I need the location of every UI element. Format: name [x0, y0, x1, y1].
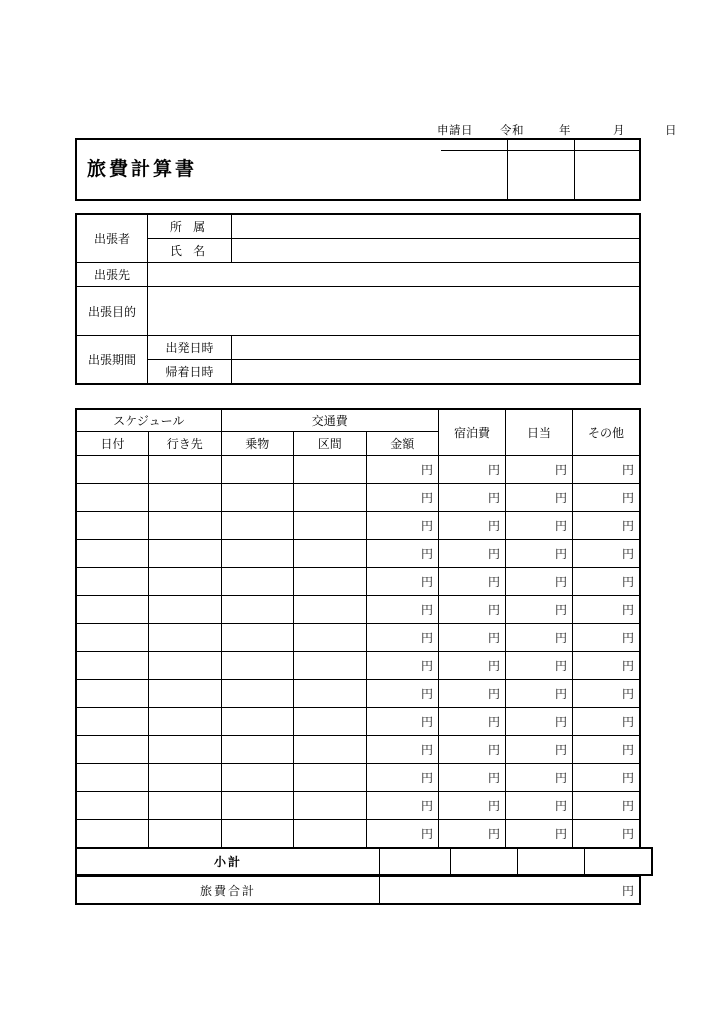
cell-vehicle[interactable]: [221, 512, 294, 540]
cell-date[interactable]: [76, 652, 149, 680]
cell-destination[interactable]: [149, 736, 222, 764]
cell-date[interactable]: [76, 820, 149, 849]
application-date-header: [437, 120, 677, 138]
cell-date[interactable]: [76, 596, 149, 624]
cell-lodging[interactable]: 円: [439, 820, 506, 849]
cell-destination[interactable]: [149, 792, 222, 820]
destination-label: 出張先: [76, 263, 148, 287]
table-row: [76, 624, 640, 652]
cell-lodging[interactable]: 円: [439, 708, 506, 736]
expense-header-group-row: [76, 409, 640, 432]
cell-vehicle[interactable]: [221, 652, 294, 680]
cell-section[interactable]: [294, 764, 367, 792]
cell-lodging[interactable]: 円: [439, 540, 506, 568]
subtotal-amount[interactable]: [380, 848, 451, 875]
cell-vehicle[interactable]: [221, 540, 294, 568]
cell-amount[interactable]: 円: [366, 736, 439, 764]
grand-total-block: [75, 875, 641, 905]
cell-other[interactable]: 円: [573, 680, 641, 708]
cell-date[interactable]: [76, 736, 149, 764]
cell-vehicle[interactable]: [221, 736, 294, 764]
cell-amount[interactable]: 円: [366, 820, 439, 849]
date-month-cell[interactable]: [507, 138, 574, 201]
cell-section[interactable]: [294, 652, 367, 680]
cell-section[interactable]: [294, 708, 367, 736]
cell-other[interactable]: 円: [573, 708, 641, 736]
cell-vehicle[interactable]: [221, 596, 294, 624]
cell-date[interactable]: [76, 540, 149, 568]
cell-lodging[interactable]: 円: [439, 680, 506, 708]
return-datetime-input[interactable]: [232, 360, 641, 385]
table-row: [76, 540, 640, 568]
cell-other[interactable]: 円: [573, 764, 641, 792]
cell-destination[interactable]: [149, 596, 222, 624]
date-year-cell[interactable]: [441, 138, 507, 201]
expense-table-head: [76, 409, 640, 456]
table-row: [76, 764, 640, 792]
cell-destination[interactable]: [149, 456, 222, 484]
cell-lodging[interactable]: 円: [439, 764, 506, 792]
subtotal-other[interactable]: [585, 848, 653, 875]
cell-allowance[interactable]: 円: [506, 568, 573, 596]
cell-destination[interactable]: [149, 512, 222, 540]
cell-destination[interactable]: [149, 624, 222, 652]
cell-allowance[interactable]: 円: [506, 512, 573, 540]
depart-datetime-input[interactable]: [232, 336, 641, 360]
destination-row: [76, 263, 640, 287]
subtotal-table: [75, 847, 653, 876]
purpose-input[interactable]: [148, 287, 641, 336]
table-row: [76, 736, 640, 764]
cell-section[interactable]: [294, 484, 367, 512]
cell-lodging[interactable]: 円: [439, 736, 506, 764]
name-input[interactable]: [232, 239, 641, 263]
month-label: 月: [613, 125, 625, 137]
table-row: [76, 484, 640, 512]
table-row: [76, 596, 640, 624]
table-row: [76, 680, 640, 708]
cell-other[interactable]: 円: [573, 624, 641, 652]
cell-lodging[interactable]: 円: [439, 792, 506, 820]
subtotal-allowance[interactable]: [518, 848, 585, 875]
expense-table: [75, 408, 641, 849]
trip-info-block: [75, 213, 641, 385]
header-transport: 交通費: [221, 409, 439, 432]
cell-vehicle[interactable]: [221, 764, 294, 792]
subtotal-block: [75, 847, 641, 876]
cell-other[interactable]: 円: [573, 652, 641, 680]
header-destination: 行き先: [149, 432, 222, 456]
cell-other[interactable]: 円: [573, 568, 641, 596]
cell-allowance[interactable]: 円: [506, 736, 573, 764]
name-row: [76, 239, 640, 263]
cell-other[interactable]: 円: [573, 540, 641, 568]
cell-amount[interactable]: 円: [366, 652, 439, 680]
table-row: [76, 568, 640, 596]
cell-allowance[interactable]: 円: [506, 792, 573, 820]
cell-amount[interactable]: 円: [366, 596, 439, 624]
date-month-input[interactable]: [508, 151, 574, 201]
header-section: 区間: [294, 432, 367, 456]
header-date: 日付: [76, 432, 149, 456]
cell-destination[interactable]: [149, 484, 222, 512]
cell-vehicle[interactable]: [221, 820, 294, 849]
return-datetime-label: 帰着日時: [148, 360, 232, 385]
cell-destination[interactable]: [149, 764, 222, 792]
table-row: [76, 820, 640, 849]
cell-allowance[interactable]: 円: [506, 624, 573, 652]
cell-other[interactable]: 円: [573, 596, 641, 624]
cell-lodging[interactable]: 円: [439, 568, 506, 596]
cell-amount[interactable]: 円: [366, 568, 439, 596]
cell-date[interactable]: [76, 512, 149, 540]
cell-allowance[interactable]: 円: [506, 820, 573, 849]
cell-destination[interactable]: [149, 568, 222, 596]
cell-allowance[interactable]: 円: [506, 596, 573, 624]
cell-date[interactable]: [76, 708, 149, 736]
table-row: [76, 456, 640, 484]
era-label: 令和: [500, 125, 524, 137]
cell-amount[interactable]: 円: [366, 624, 439, 652]
cell-destination[interactable]: [149, 680, 222, 708]
cell-vehicle[interactable]: [221, 680, 294, 708]
cell-section[interactable]: [294, 736, 367, 764]
cell-vehicle[interactable]: [221, 484, 294, 512]
cell-lodging[interactable]: 円: [439, 652, 506, 680]
trip-info-table: [75, 213, 641, 385]
cell-section[interactable]: [294, 540, 367, 568]
cell-date[interactable]: [76, 680, 149, 708]
depart-datetime-label: 出発日時: [148, 336, 232, 360]
subtotal-label: 小計: [76, 848, 380, 875]
cell-amount[interactable]: 円: [366, 680, 439, 708]
cell-other[interactable]: 円: [573, 456, 641, 484]
cell-other[interactable]: 円: [573, 792, 641, 820]
cell-section[interactable]: [294, 512, 367, 540]
grand-total-table: [75, 875, 641, 905]
cell-amount[interactable]: 円: [366, 456, 439, 484]
cell-allowance[interactable]: 円: [506, 456, 573, 484]
return-row: [76, 360, 640, 385]
date-month-top: [508, 138, 574, 151]
purpose-row: [76, 287, 640, 336]
depart-row: [76, 336, 640, 360]
year-label: 年: [559, 125, 571, 137]
header-allowance: 日当: [506, 409, 573, 456]
expense-table-body: [76, 456, 640, 849]
table-row: [76, 792, 640, 820]
subtotal-row: [76, 848, 652, 875]
header-lodging: 宿泊費: [439, 409, 506, 456]
affiliation-input[interactable]: [232, 214, 641, 239]
cell-vehicle[interactable]: [221, 624, 294, 652]
cell-date[interactable]: [76, 792, 149, 820]
day-label: 日: [665, 125, 677, 137]
cell-amount[interactable]: 円: [366, 484, 439, 512]
cell-section[interactable]: [294, 680, 367, 708]
cell-lodging[interactable]: 円: [439, 456, 506, 484]
purpose-label: 出張目的: [76, 287, 148, 336]
cell-section[interactable]: [294, 456, 367, 484]
cell-section[interactable]: [294, 596, 367, 624]
cell-amount[interactable]: 円: [366, 540, 439, 568]
cell-amount[interactable]: 円: [366, 792, 439, 820]
cell-other[interactable]: 円: [573, 820, 641, 849]
table-row: [76, 512, 640, 540]
cell-date[interactable]: [76, 624, 149, 652]
cell-allowance[interactable]: 円: [506, 680, 573, 708]
cell-destination[interactable]: [149, 820, 222, 849]
affiliation-label: 所 属: [148, 214, 232, 239]
header-amount: 金額: [366, 432, 439, 456]
date-year-top: [441, 138, 507, 151]
cell-vehicle[interactable]: [221, 568, 294, 596]
cell-date[interactable]: [76, 456, 149, 484]
period-label: 出張期間: [76, 336, 148, 385]
subtotal-lodging[interactable]: [451, 848, 518, 875]
cell-date[interactable]: [76, 484, 149, 512]
cell-date[interactable]: [76, 568, 149, 596]
cell-other[interactable]: 円: [573, 512, 641, 540]
grand-total-value[interactable]: 円: [380, 876, 641, 904]
application-date-label: 申請日: [437, 125, 473, 137]
cell-section[interactable]: [294, 820, 367, 849]
page-title: 旅費計算書: [87, 159, 198, 180]
expense-table-block: [75, 408, 641, 849]
traveler-label: 出張者: [76, 214, 148, 263]
table-row: [76, 652, 640, 680]
table-row: [76, 708, 640, 736]
cell-destination[interactable]: [149, 652, 222, 680]
affiliation-row: [76, 214, 640, 239]
cell-amount[interactable]: 円: [366, 764, 439, 792]
title-and-date-block: [75, 138, 641, 201]
date-day-input[interactable]: [575, 151, 641, 201]
cell-other[interactable]: 円: [573, 736, 641, 764]
date-day-top: [575, 138, 641, 151]
grand-total-row: [76, 876, 640, 904]
cell-lodging[interactable]: 円: [439, 484, 506, 512]
name-label: 氏 名: [148, 239, 232, 263]
cell-vehicle[interactable]: [221, 708, 294, 736]
cell-section[interactable]: [294, 792, 367, 820]
cell-amount[interactable]: 円: [366, 708, 439, 736]
cell-destination[interactable]: [149, 708, 222, 736]
cell-section[interactable]: [294, 568, 367, 596]
cell-lodging[interactable]: 円: [439, 624, 506, 652]
date-year-input[interactable]: [441, 151, 507, 201]
cell-other[interactable]: 円: [573, 484, 641, 512]
cell-allowance[interactable]: 円: [506, 764, 573, 792]
grand-total-label: 旅費合計: [76, 876, 380, 904]
header-vehicle: 乗物: [221, 432, 294, 456]
cell-allowance[interactable]: 円: [506, 708, 573, 736]
cell-vehicle[interactable]: [221, 456, 294, 484]
cell-amount[interactable]: 円: [366, 512, 439, 540]
header-schedule: スケジュール: [76, 409, 221, 432]
cell-lodging[interactable]: 円: [439, 512, 506, 540]
cell-vehicle[interactable]: [221, 792, 294, 820]
date-day-cell[interactable]: [574, 138, 641, 201]
cell-lodging[interactable]: 円: [439, 596, 506, 624]
cell-section[interactable]: [294, 624, 367, 652]
cell-date[interactable]: [76, 764, 149, 792]
cell-allowance[interactable]: 円: [506, 540, 573, 568]
cell-destination[interactable]: [149, 540, 222, 568]
cell-allowance[interactable]: 円: [506, 652, 573, 680]
header-other: その他: [573, 409, 641, 456]
date-entry-cells: [441, 138, 641, 201]
destination-input[interactable]: [148, 263, 641, 287]
cell-allowance[interactable]: 円: [506, 484, 573, 512]
